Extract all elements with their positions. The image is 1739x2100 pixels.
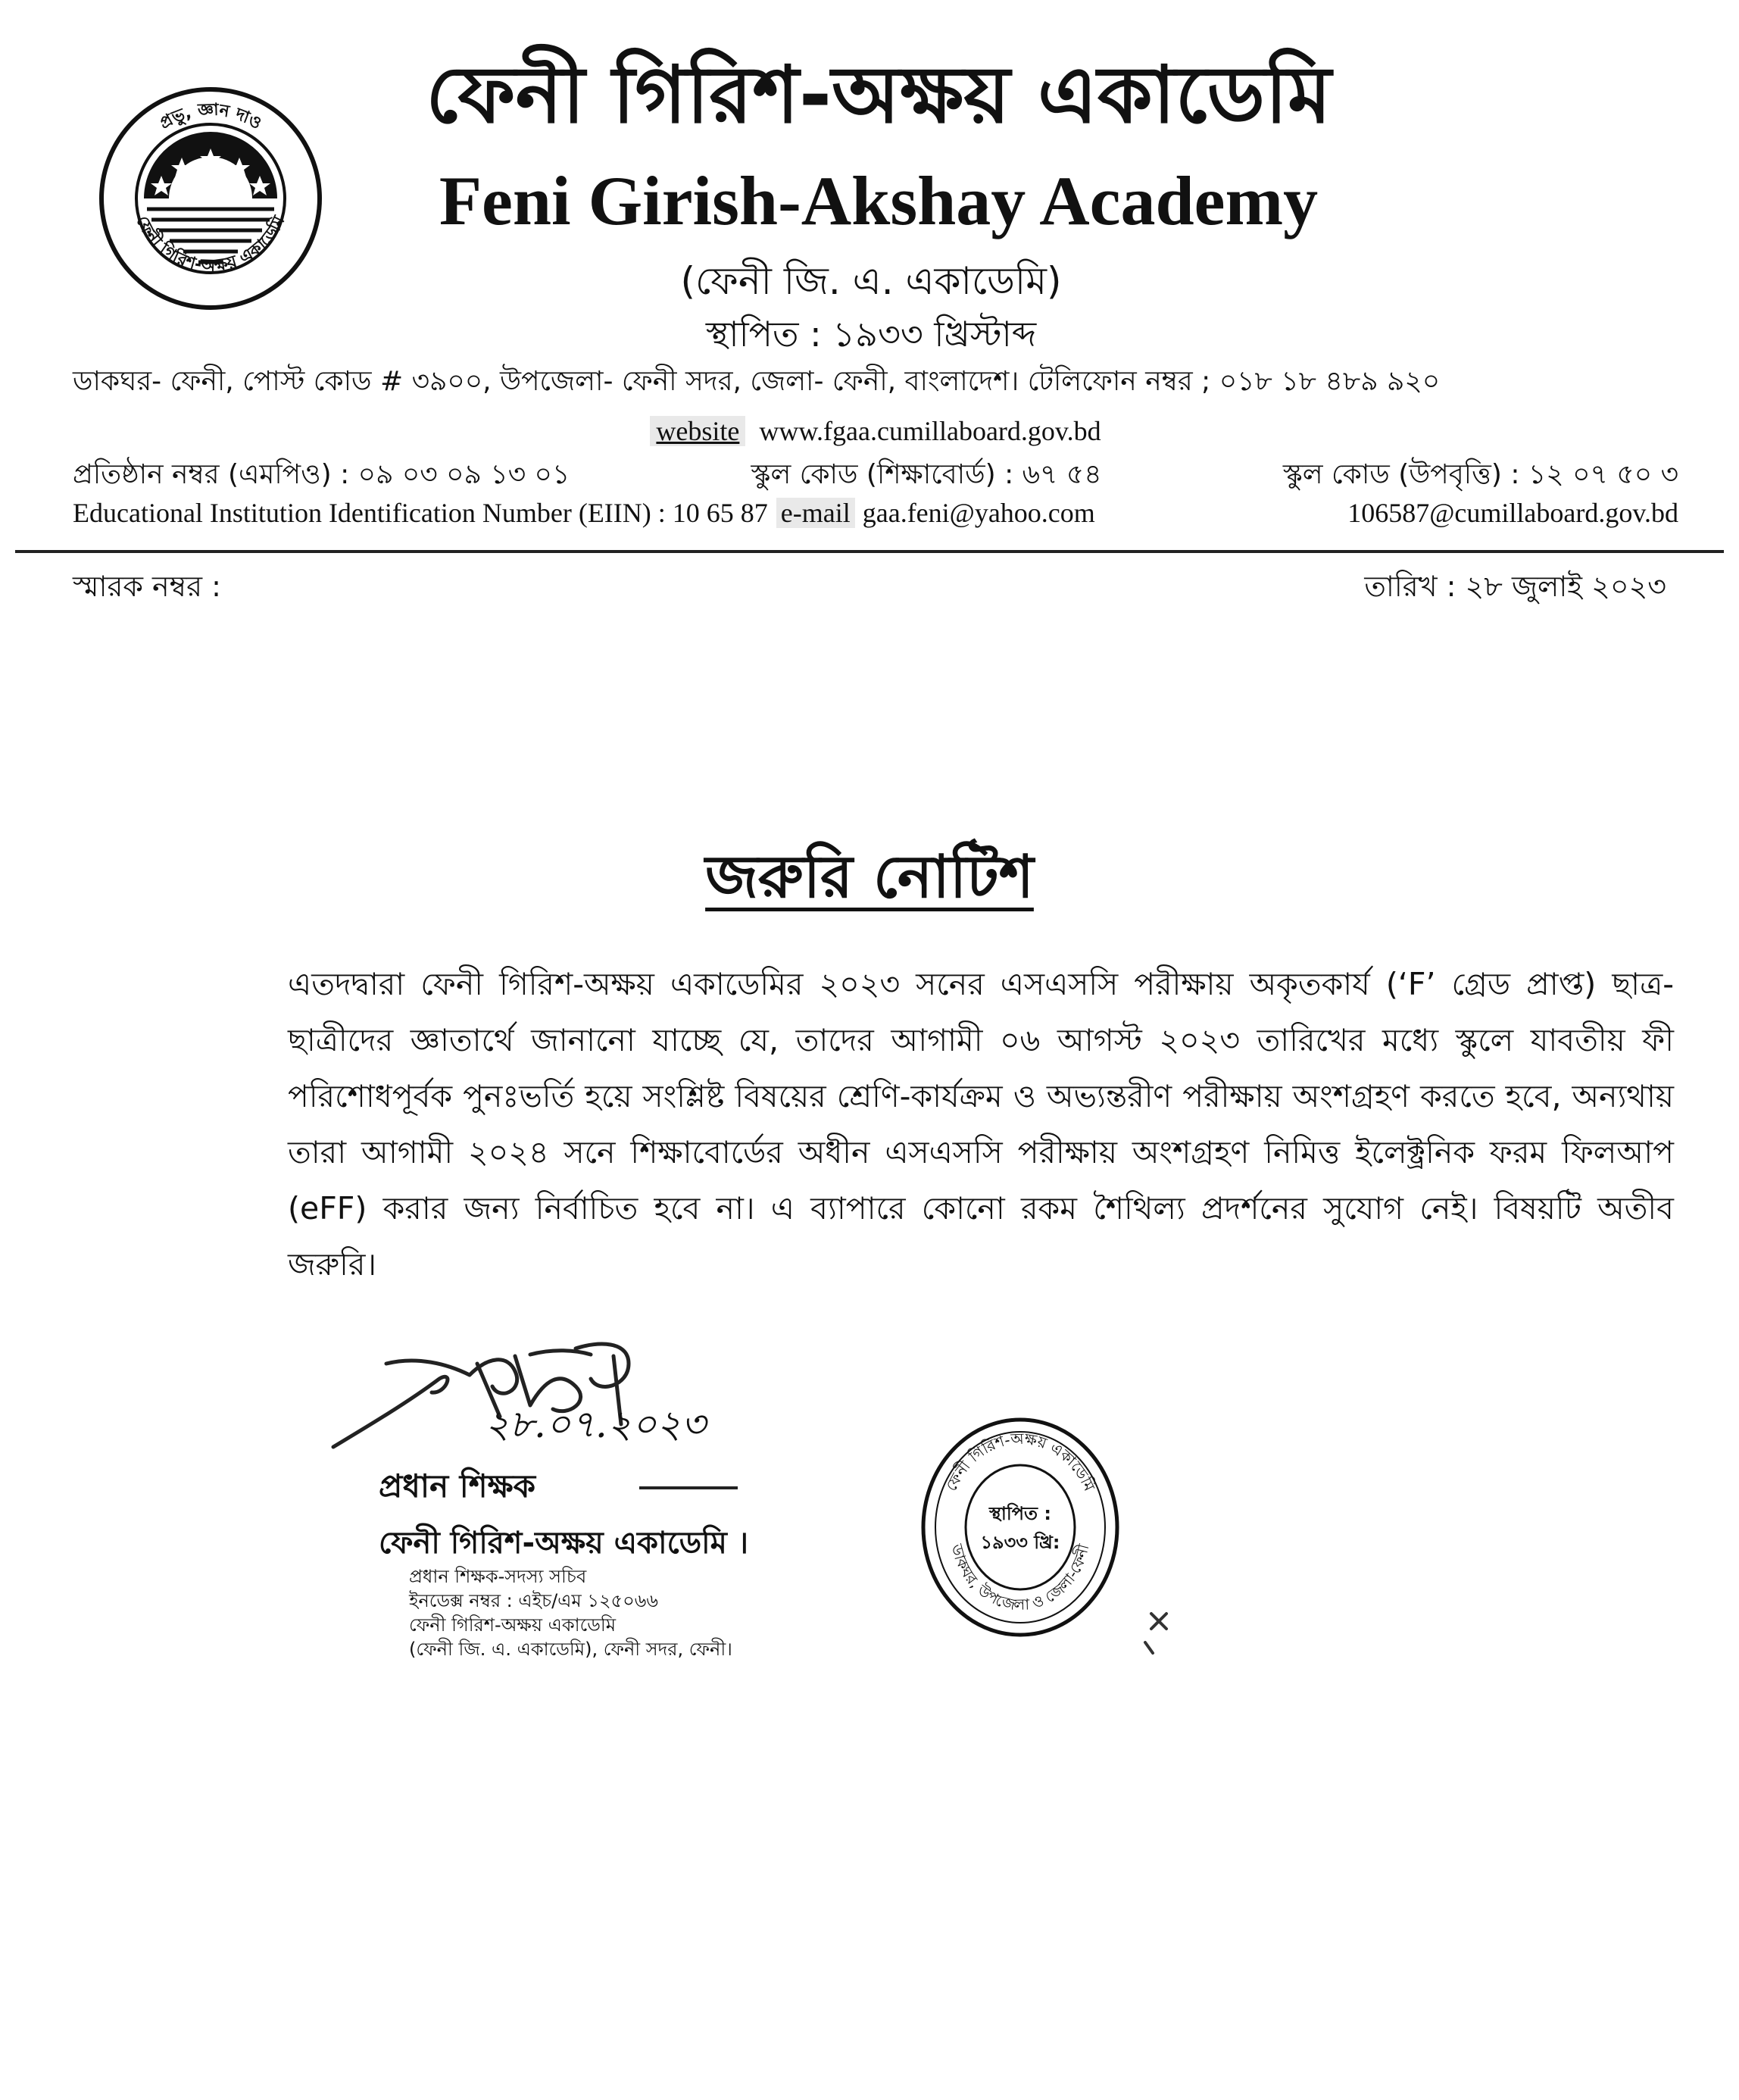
website-url[interactable]: www.fgaa.cumillaboard.gov.bd xyxy=(759,416,1101,446)
notice-title-text: জরুরি নোটিশ xyxy=(705,843,1034,911)
website-line xyxy=(73,412,1678,450)
eiin-email-group xyxy=(73,494,1095,532)
seal-ring-text: ফেনী গিরিশ-অক্ষয় একাডেমি xyxy=(941,1429,1099,1494)
stamp-line: ইনডেক্স নম্বর : এইচ/এম ১২৫০৬৬ xyxy=(409,1590,658,1611)
signatory-designation: প্রধান শিক্ষক xyxy=(379,1467,536,1505)
established-year: স্থাপিত : ১৯৩৩ খ্রিস্টাব্দ xyxy=(705,314,1037,355)
notice-title xyxy=(454,839,1285,915)
stamp-line: প্রধান শিক্ষক-সদস্য সচিব xyxy=(409,1566,587,1587)
stamp-line: ফেনী গিরিশ-অক্ষয় একাডেমি xyxy=(409,1614,617,1636)
notice-date: তারিখ : ২৮ জুলাই ২০২৩ xyxy=(1364,570,1666,603)
website-label: website xyxy=(650,416,745,446)
eiin-number: Educational Institution Identification Number (EIIN) : 10 65 87 xyxy=(73,498,768,528)
official-round-seal xyxy=(918,1414,1122,1641)
institution-stamp: ফেনী গিরিশ-অক্ষয় একাডেমি । xyxy=(379,1526,749,1561)
seal-bottom-text: ডাকঘর, উপজেলা ও জেলা-ফেনী xyxy=(948,1542,1093,1614)
logo-motto: প্রভু, জ্ঞান দাও xyxy=(156,100,265,134)
email-yahoo[interactable]: gaa.feni@yahoo.com xyxy=(862,498,1095,528)
school-code-stipend: স্কুল কোড (উপবৃত্তি) : ১২ ০৭ ৫০ ৩ xyxy=(1282,459,1678,490)
notice-body: এতদদ্বারা ফেনী গিরিশ-অক্ষয় একাডেমির ২০২৩ সনের এসএসসি পরীক্ষায় অকৃতকার্য (‘F’ গ্রেড প্রাপ্ত) ছাত্র-ছাত্রীদের জ্ঞাতার্থে জানানো যাচ্ছে যে, তাদের আগামী ০৬ আগস্ট ২০২৩ তারিখের মধ্যে স্কুলে যাবতীয় ফী পরিশোধপূর্বক পুনঃভর্তি হয়ে সংশ্লিষ্ট বিষয়ের শ্রেণি-কার্যক্রম ও অভ্যন্তরীণ পরীক্ষায় অংশগ্রহণ করতে হবে, অন্যথায় তারা আগামী ২০২৪ সনে শিক্ষাবোর্ডের অধীন এসএসসি পরীক্ষায় অংশগ্রহণ নিমিত্ত ইলেক্ট্রনিক ফরম ফিলআপ (eFF) করার জন্য নির্বাচিত হবে না। এ ব্যাপারে কোনো রকম শৈথিল্য প্রদর্শনের সুযোগ নেই। বিষয়টি অতীব জরুরি। xyxy=(288,966,1674,1283)
institution-codes xyxy=(73,455,1678,495)
academy-logo xyxy=(97,85,324,312)
signature-dash xyxy=(639,1486,738,1489)
eiin-email-line xyxy=(73,494,1678,532)
institution-title-bangla: ফেনী গিরিশ-অক্ষয় একাডেমি xyxy=(426,48,1332,141)
institution-title-english: Feni Girish-Akshay Academy xyxy=(439,162,1319,239)
logo-name-ring: ফেনী গিরিশ-অক্ষয় একাডেমি xyxy=(132,213,289,276)
institution-short-name: (ফেনী জি. এ. একাডেমি) xyxy=(680,259,1062,303)
stamp-line: (ফেনী জি. এ. একাডেমি), ফেনী সদর, ফেনী। xyxy=(409,1639,732,1660)
svg-text:প্রভু, জ্ঞান দাও xyxy=(157,101,265,133)
seal-center-line: ১৯৩৩ খ্রি: xyxy=(980,1532,1060,1553)
header-divider xyxy=(15,550,1724,553)
handwritten-date: ২৮.০৭.২০২৩ xyxy=(485,1402,706,1446)
pen-mark xyxy=(1136,1606,1182,1659)
seal-center-line: স্থাপিত : xyxy=(989,1503,1051,1524)
school-code-board: স্কুল কোড (শিক্ষাবোর্ড) : ৬৭ ৫৪ xyxy=(751,459,1102,490)
memo-number: স্মারক নম্বর : xyxy=(73,570,221,603)
email-label: e-mail xyxy=(776,498,855,528)
address-line: ডাকঘর- ফেনী, পোস্ট কোড # ৩৯০০, উপজেলা- ফেনী সদর, জেলা- ফেনী, বাংলাদেশ। টেলিফোন নম্বর ; ০১৮ ১৮ ৪৮৯ ৯২০ xyxy=(73,366,1441,397)
email-board[interactable]: 106587@cumillaboard.gov.bd xyxy=(1347,498,1678,528)
mpo-number: প্রতিষ্ঠান নম্বর (এমপিও) : ০৯ ০৩ ০৯ ১৩ ০১ xyxy=(73,459,570,490)
